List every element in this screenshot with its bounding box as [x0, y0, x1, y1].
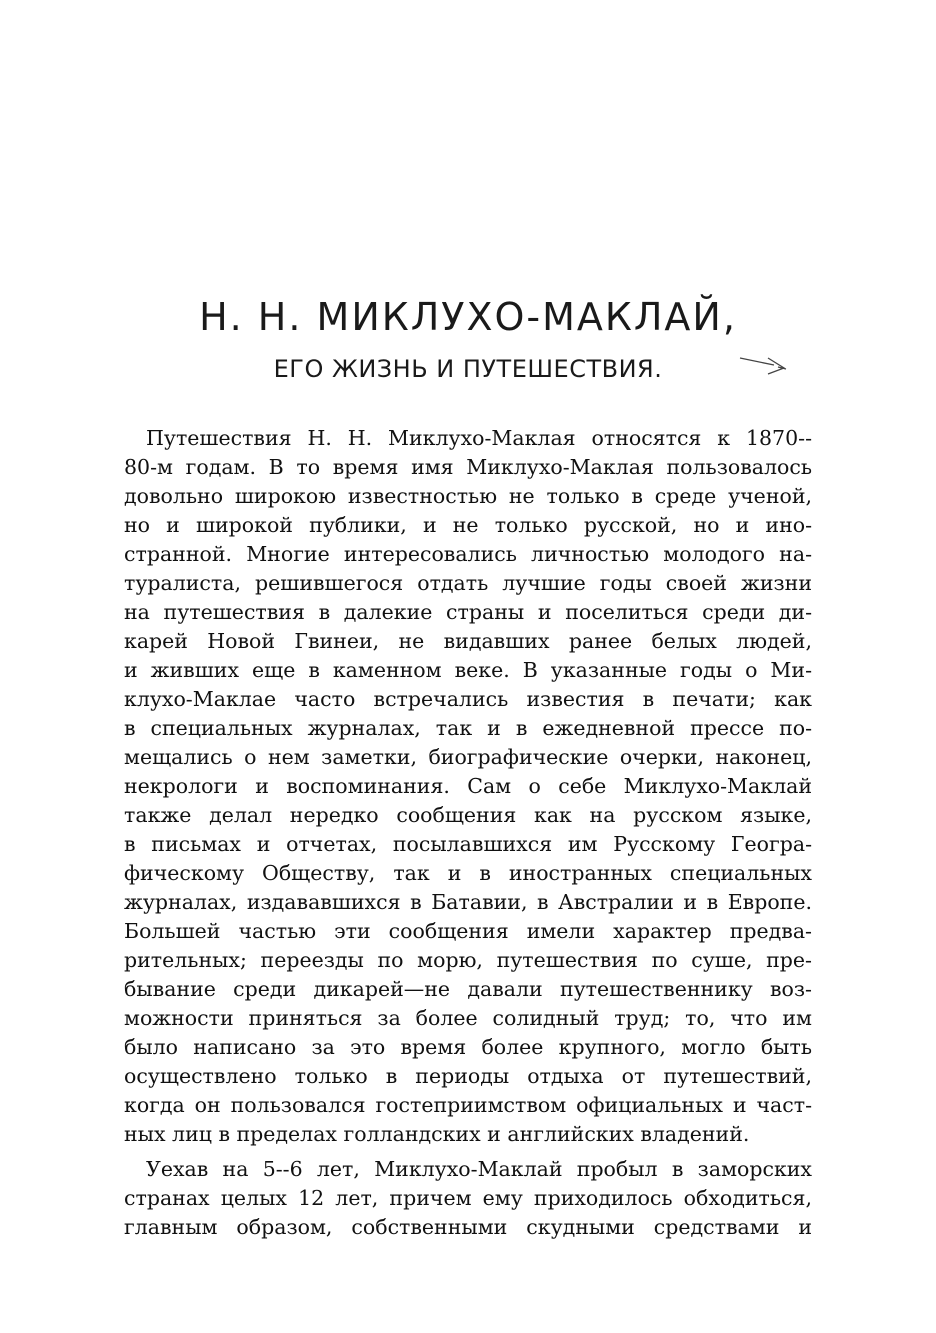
text-line: можности приняться за более солидный труд; то, что им	[124, 1006, 812, 1030]
text-line: рительных; переезды по морю, путешествия по суше, пре-	[124, 948, 812, 972]
paragraph-2	[124, 1155, 812, 1242]
text-line: ных лиц в пределах голландских и английских владений.	[124, 1122, 750, 1146]
text-line: в специальных журналах, так и в ежедневной прессе по-	[124, 716, 812, 740]
text-line: главным образом, собственными скудными средствами и	[124, 1215, 812, 1239]
text-line: Большей частью эти сообщения имели характер предва-	[124, 919, 812, 943]
text-line: странной. Многие интересовались личностью молодого на-	[124, 542, 812, 566]
text-line: осуществлено только в периоды отдыха от путешествий,	[124, 1064, 812, 1088]
text-line: также делал нередко сообщения как на русском языке,	[124, 803, 812, 827]
text-line: карей Новой Гвинеи, не видавших ранее белых людей,	[124, 629, 812, 653]
handwritten-arrow-mark	[738, 352, 790, 380]
text-line: бывание среди дикарей—не давали путешественнику воз-	[124, 977, 812, 1001]
text-line: фическому Обществу, так и в иностранных специальных	[124, 861, 812, 885]
text-line: но и широкой публики, и не только русской, но и ино-	[124, 513, 812, 537]
text-line: 80-м годам. В то время имя Миклухо-Маклая пользовалось	[124, 455, 812, 479]
text-line: туралиста, решившегося отдать лучшие годы своей жизни	[124, 571, 812, 595]
chapter-title: Н. Н. МИКЛУХО-МАКЛАЙ,	[199, 295, 737, 339]
text-line: странах целых 12 лет, причем ему приходилось обходиться,	[124, 1186, 812, 1210]
text-line: и живших еще в каменном веке. В указанные годы о Ми-	[124, 658, 812, 682]
text-line: в письмах и отчетах, посылавшихся им Русскому Геогра-	[124, 832, 812, 856]
paragraph-1	[124, 424, 812, 1149]
text-line: некрологи и воспоминания. Сам о себе Миклухо-Маклай	[124, 774, 812, 798]
text-line: Путешествия Н. Н. Миклухо-Маклая относятся к 1870--	[146, 426, 812, 450]
text-line: журналах, издававшихся в Батавии, в Австралии и в Европе.	[124, 890, 812, 914]
text-line: мещались о нем заметки, биографические очерки, наконец,	[124, 745, 812, 769]
text-line: Уехав на 5--6 лет, Миклухо-Маклай пробыл в заморских	[146, 1157, 812, 1181]
text-line: довольно широкою известностью не только в среде ученой,	[124, 484, 812, 508]
text-line: было написано за это время более крупного, могло быть	[124, 1035, 812, 1059]
text-line: клухо-Маклае часто встречались известия в печати; как	[124, 687, 812, 711]
body-text	[124, 424, 812, 1242]
text-line: когда он пользовался гостеприимством официальных и част-	[124, 1093, 812, 1117]
chapter-subtitle: ЕГО ЖИЗНЬ И ПУТЕШЕСТВИЯ.	[273, 355, 663, 383]
text-line: на путешествия в далекие страны и поселиться среди ди-	[124, 600, 812, 624]
